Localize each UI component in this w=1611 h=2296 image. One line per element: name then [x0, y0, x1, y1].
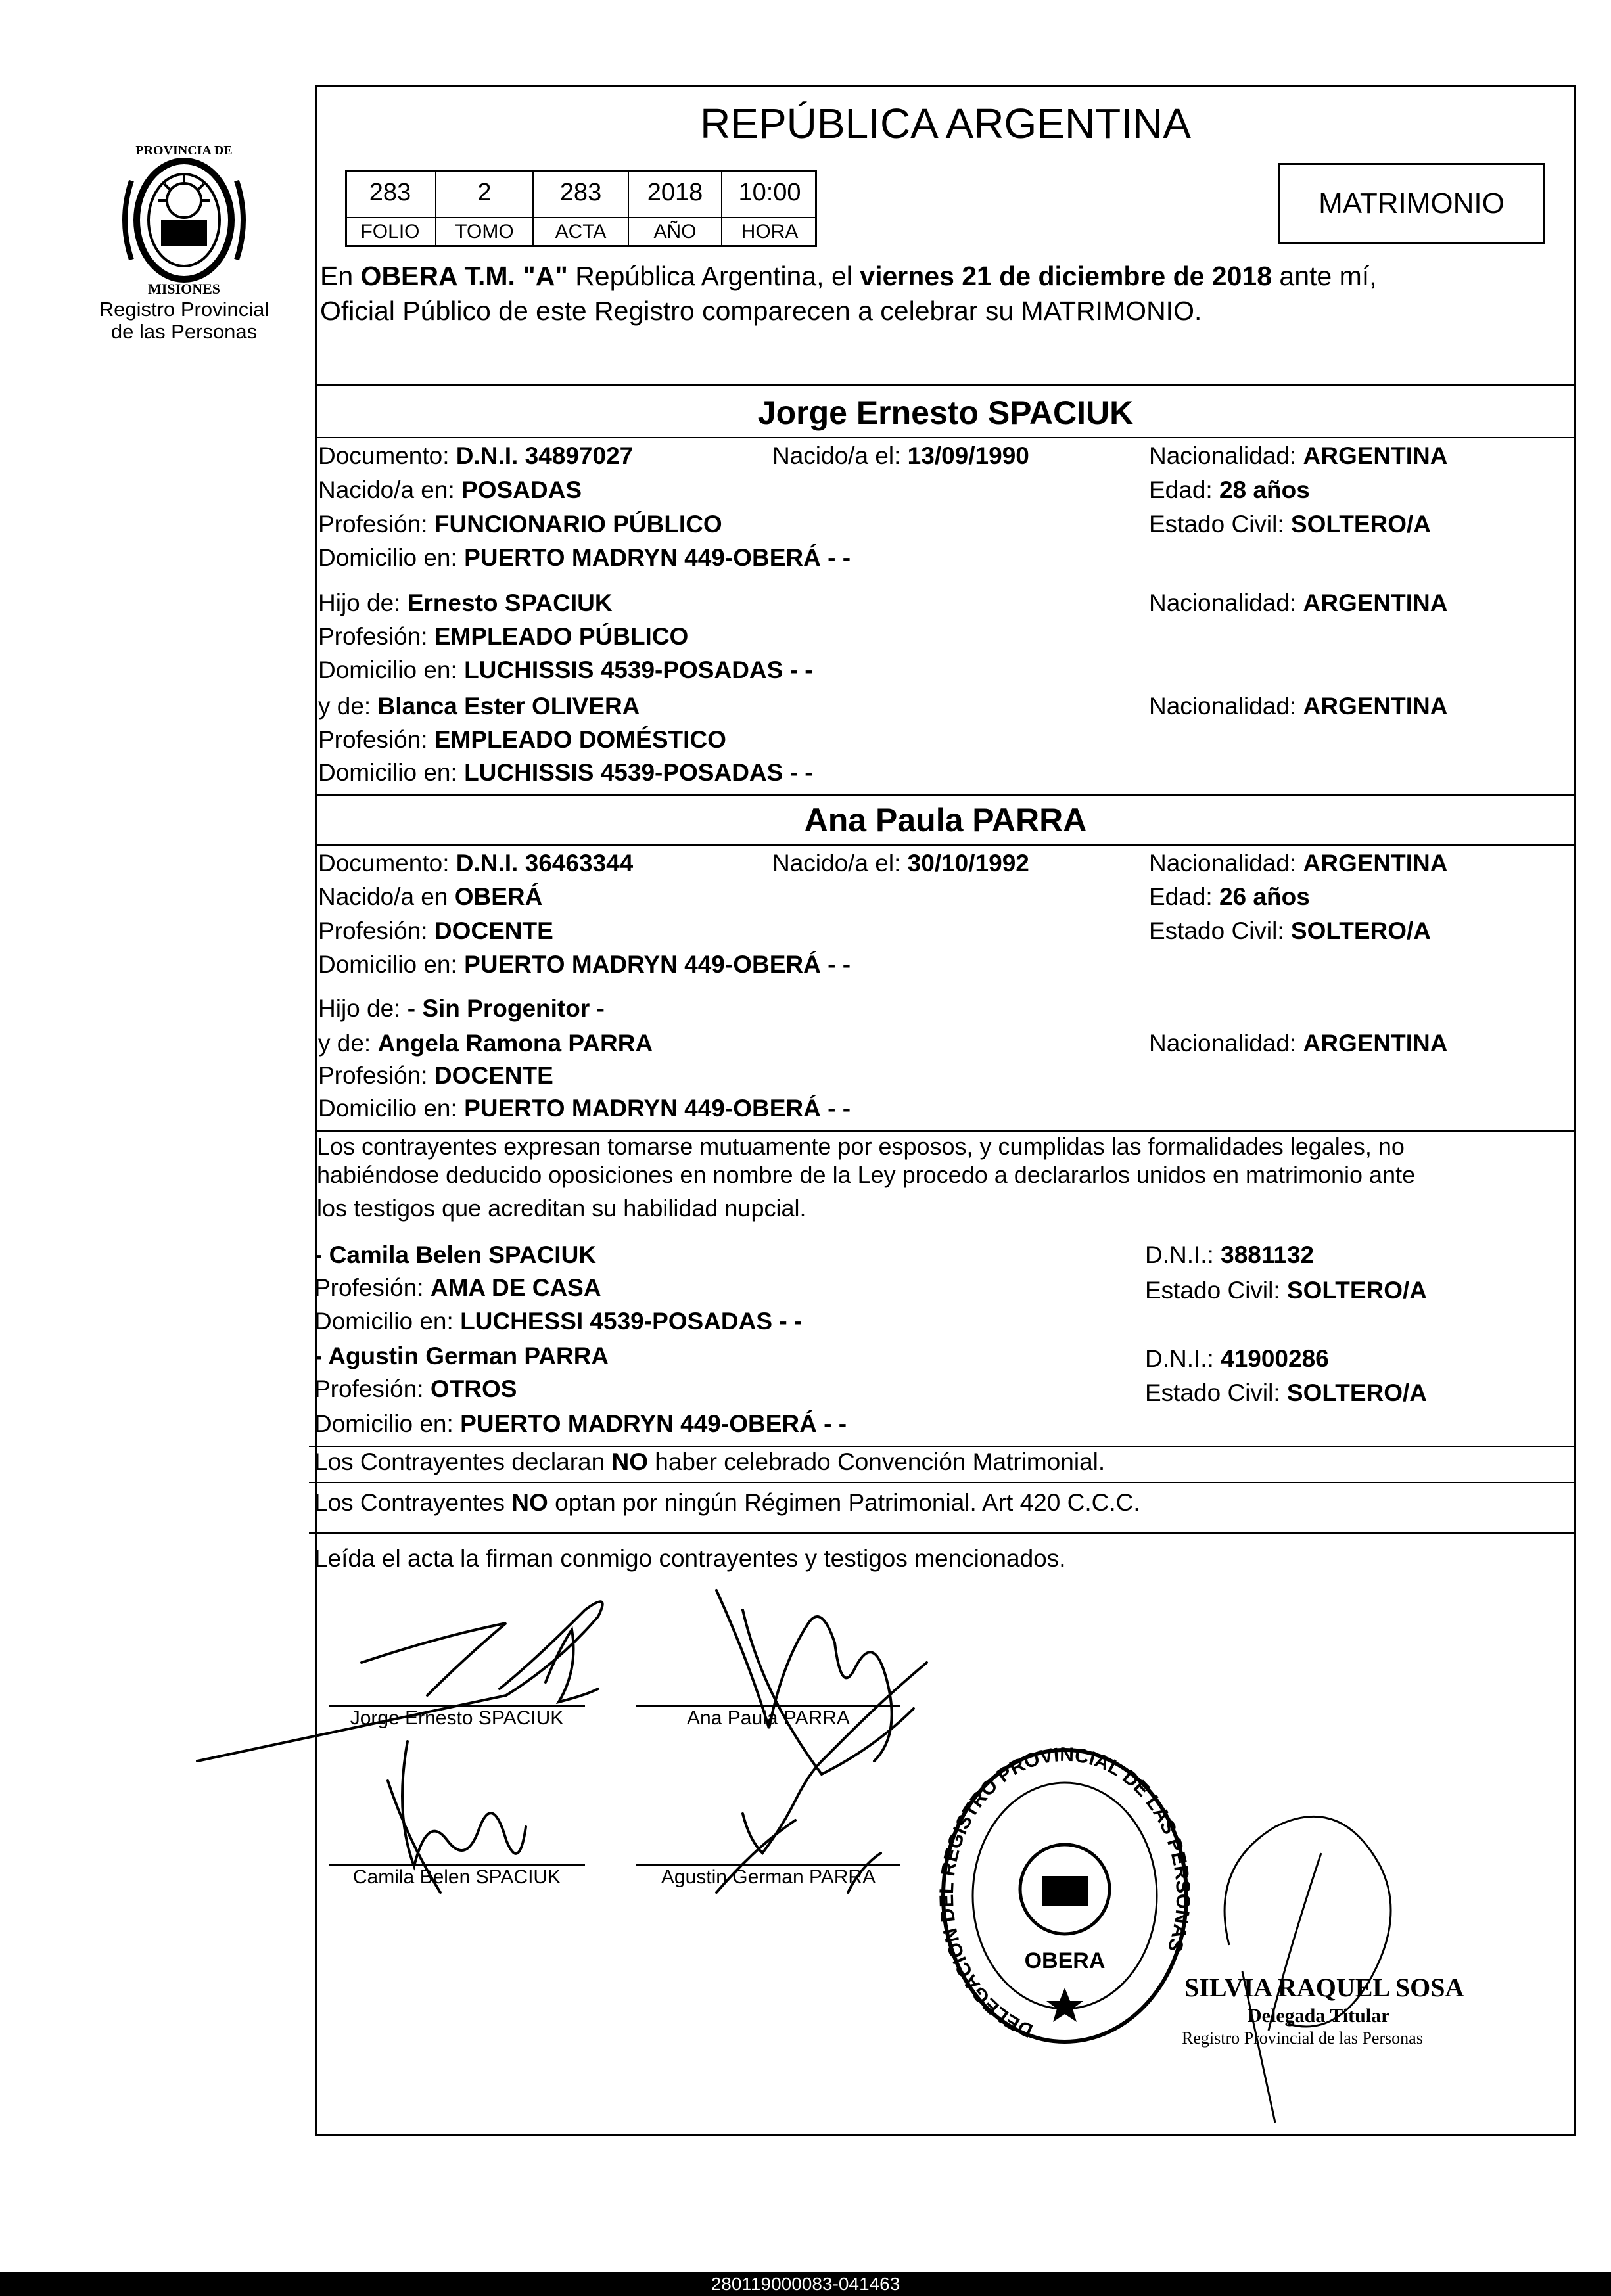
logo-caption-line2: de las Personas — [110, 320, 258, 343]
testigo1-profesion: Profesión: AMA DE CASA — [314, 1274, 601, 1301]
acta-label: ACTA — [555, 221, 607, 242]
handwritten-signatures — [191, 1564, 979, 1919]
intro-date: viernes 21 de diciembre de 2018 — [860, 261, 1272, 291]
testigo2-estado-civil: Estado Civil: SOLTERO/A — [1145, 1379, 1428, 1406]
c1-profesion: Profesión: FUNCIONARIO PÚBLICO — [318, 511, 722, 538]
c2-madre: y de: Angela Ramona PARRA — [318, 1030, 653, 1057]
c1-nacionalidad: Nacionalidad: ARGENTINA — [1149, 442, 1448, 469]
testigo1-name: - Camila Belen SPACIUK — [314, 1241, 597, 1268]
anio-label: AÑO — [653, 221, 697, 242]
c1-padre-profesion: Profesión: EMPLEADO PÚBLICO — [318, 623, 689, 650]
anio-value: 2018 — [647, 179, 703, 206]
c2-nacido-en: Nacido/a en OBERÁ — [318, 883, 543, 910]
official-org: Registro Provincial de las Personas — [1182, 2029, 1423, 2048]
official-signature — [1170, 1787, 1512, 2129]
seal-text-bottom: MISIONES — [147, 281, 221, 297]
seal-text-top: PROVINCIA DE — [135, 143, 233, 158]
document-footer-code: 280119000083-041463 — [0, 2272, 1611, 2296]
intro-line2: Oficial Público de este Registro comparecen a celebrar su MATRIMONIO. — [320, 296, 1202, 326]
seal-emblem-icon — [112, 122, 256, 306]
official-stamp — [933, 1741, 1196, 2050]
c1-madre-domicilio: Domicilio en: LUCHISSIS 4539-POSADAS - - — [318, 759, 813, 786]
c2-madre-profesion: Profesión: DOCENTE — [318, 1062, 553, 1089]
acta-value: 283 — [559, 179, 602, 206]
contrayente1-name: Jorge Ernesto SPACIUK — [757, 394, 1134, 431]
c2-nacionalidad: Nacionalidad: ARGENTINA — [1149, 850, 1448, 877]
sig4-label: Agustin German PARRA — [661, 1866, 876, 1888]
testigo1-estado-civil: Estado Civil: SOLTERO/A — [1145, 1277, 1428, 1304]
sig3-label: Camila Belen SPACIUK — [352, 1866, 561, 1888]
c2-profesion: Profesión: DOCENTE — [318, 917, 553, 944]
c1-padre-domicilio: Domicilio en: LUCHISSIS 4539-POSADAS - - — [318, 656, 813, 683]
declaracion-line1: Los contrayentes expresan tomarse mutuamente por esposos, y cumplidas las formalidades legales, no — [317, 1133, 1405, 1160]
sig1-label: Jorge Ernesto SPACIUK — [350, 1707, 564, 1729]
c2-madre-nacionalidad: Nacionalidad: ARGENTINA — [1149, 1030, 1448, 1057]
stamp-city: OBERA — [1024, 1948, 1106, 1973]
declaracion-line2: habiéndose deducido oposiciones en nombre de la Ley procedo a declararlos unidos en matrimonio ante — [317, 1161, 1416, 1188]
c1-nacido-el: Nacido/a el: 13/09/1990 — [772, 442, 1029, 469]
c1-madre: y de: Blanca Ester OLIVERA — [318, 693, 640, 720]
c1-madre-nacionalidad: Nacionalidad: ARGENTINA — [1149, 693, 1448, 720]
document-title: REPÚBLICA ARGENTINA — [700, 100, 1191, 147]
hora-label: HORA — [741, 221, 799, 242]
logo-caption-line1: Registro Provincial — [99, 298, 269, 321]
official-title: Delegada Titular — [1248, 2005, 1390, 2027]
c1-estado-civil: Estado Civil: SOLTERO/A — [1149, 511, 1432, 538]
c1-edad: Edad: 28 años — [1149, 476, 1310, 503]
testigo2-name: - Agustin German PARRA — [314, 1343, 609, 1369]
c1-nacido-en: Nacido/a en: POSADAS — [318, 476, 582, 503]
tomo-value: 2 — [477, 179, 492, 206]
c2-edad: Edad: 26 años — [1149, 883, 1310, 910]
testigo2-profesion: Profesión: OTROS — [314, 1375, 517, 1402]
testigo2-domicilio: Domicilio en: PUERTO MADRYN 449-OBERÁ - - — [314, 1410, 847, 1437]
c1-documento: Documento: D.N.I. 34897027 — [318, 442, 634, 469]
c2-domicilio: Domicilio en: PUERTO MADRYN 449-OBERÁ - - — [318, 951, 851, 978]
c1-padre-nacionalidad: Nacionalidad: ARGENTINA — [1149, 589, 1448, 616]
convencion-line2: Los Contrayentes NO optan por ningún Régimen Patrimonial. Art 420 C.C.C. — [314, 1489, 1140, 1516]
intro-line1: En OBERA T.M. "A" República Argentina, el viernes 21 de diciembre de 2018 ante mí, — [320, 261, 1377, 291]
declaracion-line3: los testigos que acreditan su habilidad nupcial. — [317, 1195, 806, 1222]
contrayente2-name: Ana Paula PARRA — [804, 802, 1087, 838]
c1-padre: Hijo de: Ernesto SPACIUK — [318, 589, 613, 616]
stamp-ring-text: DELEGACION DEL REGISTRO PROVINCIAL DE LAS PERSONAS — [935, 1743, 1194, 2042]
provincial-seal-logo — [112, 122, 256, 306]
testigo1-domicilio: Domicilio en: LUCHESSI 4539-POSADAS - - — [314, 1308, 803, 1335]
convencion-line1: Los Contrayentes declaran NO haber celebrado Convención Matrimonial. — [314, 1448, 1106, 1475]
c2-padre: Hijo de: - Sin Progenitor - — [318, 995, 605, 1022]
firmas-intro: Leída el acta la firman conmigo contrayentes y testigos mencionados. — [314, 1545, 1066, 1572]
folio-label: FOLIO — [360, 221, 420, 242]
testigo1-dni: D.N.I.: 3881132 — [1145, 1241, 1315, 1268]
intro-place: OBERA T.M. "A" — [360, 261, 568, 291]
hora-value: 10:00 — [738, 179, 801, 206]
c2-estado-civil: Estado Civil: SOLTERO/A — [1149, 917, 1432, 944]
c2-madre-domicilio: Domicilio en: PUERTO MADRYN 449-OBERÁ - - — [318, 1095, 851, 1122]
stamp-star-icon — [1046, 1988, 1083, 2022]
act-type-label: MATRIMONIO — [1319, 187, 1505, 219]
folio-value: 283 — [369, 179, 411, 206]
sig2-label: Ana Paula PARRA — [687, 1707, 850, 1729]
tomo-label: TOMO — [455, 221, 514, 242]
official-name: SILVIA RAQUEL SOSA — [1184, 1973, 1464, 2002]
c1-domicilio: Domicilio en: PUERTO MADRYN 449-OBERÁ - - — [318, 544, 851, 571]
c1-madre-profesion: Profesión: EMPLEADO DOMÉSTICO — [318, 726, 726, 753]
c2-nacido-el: Nacido/a el: 30/10/1992 — [772, 850, 1029, 877]
testigo2-dni: D.N.I.: 41900286 — [1145, 1345, 1329, 1372]
c2-documento: Documento: D.N.I. 36463344 — [318, 850, 634, 877]
